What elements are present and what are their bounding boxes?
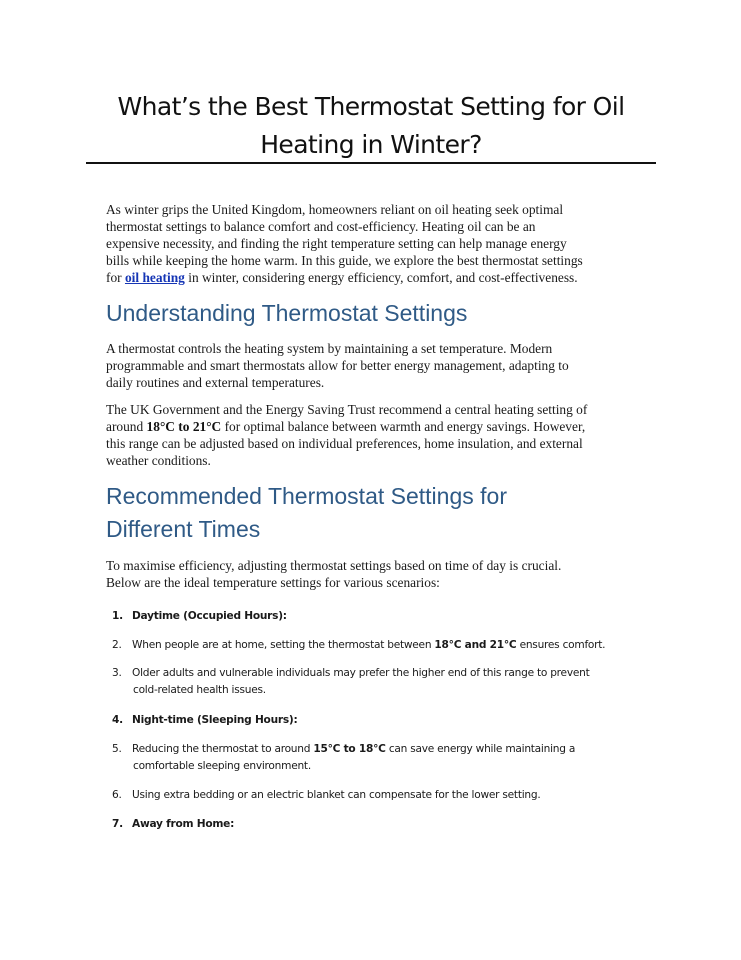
list-number: 2. xyxy=(112,639,122,651)
list-text: Reducing the thermostat to around xyxy=(132,743,314,755)
text-line: daily routines and external temperatures. xyxy=(106,375,325,390)
intro-line: bills while keeping the home warm. In this guide, we explore the best thermostat settings xyxy=(106,253,583,268)
list-text-continued: cold-related health issues. xyxy=(133,684,266,696)
section-heading-understanding: Understanding Thermostat Settings xyxy=(106,300,468,326)
list-text: Night-time (Sleeping Hours): xyxy=(132,714,298,726)
list-text: can save energy while maintaining a xyxy=(385,743,576,755)
list-item xyxy=(112,637,652,654)
list-number: 5. xyxy=(112,743,122,755)
title-underline xyxy=(86,162,656,164)
intro-line: thermostat settings to balance comfort and cost-efficiency. Heating oil can be an xyxy=(106,219,536,234)
text-line: Below are the ideal temperature settings for various scenarios: xyxy=(106,575,440,590)
section-heading-recommended xyxy=(106,480,666,546)
list-text: Away from Home: xyxy=(132,818,235,830)
text-line: The UK Government and the Energy Saving Trust recommend a central heating setting of xyxy=(106,402,588,417)
list-bold-text: 18°C and 21°C xyxy=(434,639,517,651)
list-text: Older adults and vulnerable individuals may prefer the higher end of this range to prevent xyxy=(132,667,590,679)
list-text: When people are at home, setting the thermostat between xyxy=(132,639,435,651)
list-number: 6. xyxy=(112,789,122,801)
list-item xyxy=(112,741,652,775)
list-text-continued: comfortable sleeping environment. xyxy=(133,760,311,772)
text-line: A thermostat controls the heating system by maintaining a set temperature. Modern xyxy=(106,341,553,356)
heading-line: Different Times xyxy=(106,516,261,542)
list-number: 4. xyxy=(112,714,123,726)
list-item xyxy=(112,608,652,625)
section2-paragraph-1 xyxy=(106,557,646,591)
oil-heating-link[interactable]: oil heating xyxy=(124,270,185,285)
text-line: around xyxy=(106,419,147,434)
intro-line: for xyxy=(106,270,125,285)
list-number: 3. xyxy=(112,667,122,679)
section1-paragraph-2 xyxy=(106,401,646,469)
heading-line: Recommended Thermostat Settings for xyxy=(106,483,507,509)
intro-paragraph xyxy=(106,201,646,286)
intro-line: expensive necessity, and finding the right temperature setting can help manage energy xyxy=(106,236,567,251)
list-item xyxy=(112,787,652,804)
text-line: To maximise efficiency, adjusting thermostat settings based on time of day is crucial. xyxy=(106,558,562,573)
list-item xyxy=(112,665,652,699)
page-title: What’s the Best Thermostat Setting for Oil Heating in Winter? xyxy=(117,92,625,159)
text-line: for optimal balance between warmth and energy savings. However, xyxy=(221,419,586,434)
temperature-range-bold: 18°C to 21°C xyxy=(146,419,222,434)
list-text: Daytime (Occupied Hours): xyxy=(132,610,287,622)
text-line: this range can be adjusted based on individual preferences, home insulation, and external xyxy=(106,436,583,451)
list-bold-text: 15°C to 18°C xyxy=(313,743,386,755)
list-number: 7. xyxy=(112,818,123,830)
section1-paragraph-1 xyxy=(106,340,646,391)
list-item xyxy=(112,712,652,729)
intro-line: in winter, considering energy efficiency, comfort, and cost-effectiveness. xyxy=(184,270,578,285)
text-line: programmable and smart thermostats allow for better energy management, adapting to xyxy=(106,358,569,373)
text-line: weather conditions. xyxy=(106,453,211,468)
intro-line: As winter grips the United Kingdom, homeowners reliant on oil heating seek optimal xyxy=(106,202,564,217)
list-text: ensures comfort. xyxy=(516,639,606,651)
list-number: 1. xyxy=(112,610,123,622)
list-text: Using extra bedding or an electric blanket can compensate for the lower setting. xyxy=(132,789,541,801)
list-item xyxy=(112,816,652,833)
